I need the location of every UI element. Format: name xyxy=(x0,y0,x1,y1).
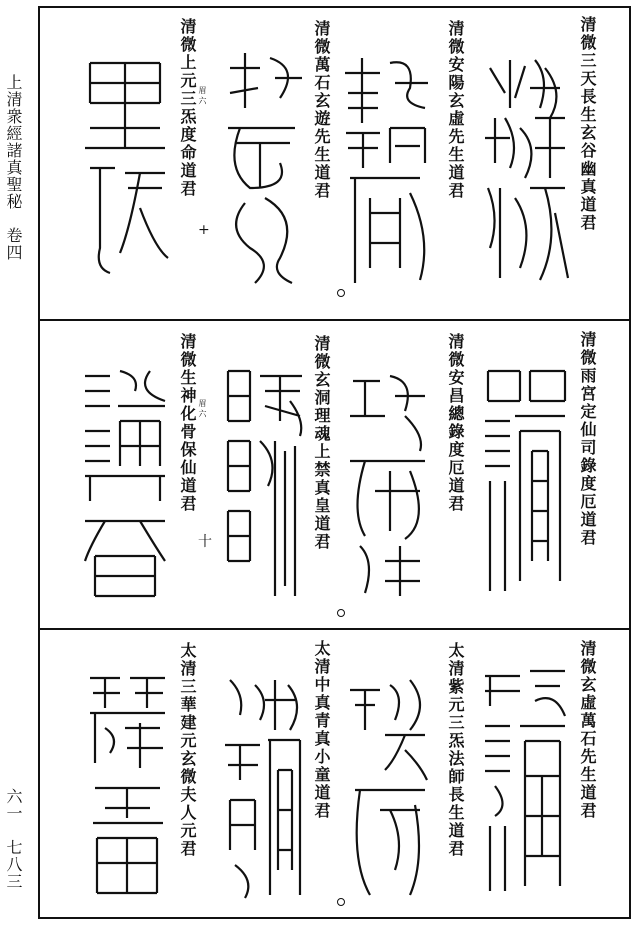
panel-1 xyxy=(40,8,629,319)
circle-marker-1 xyxy=(337,289,345,297)
seal-glyph-3-4 xyxy=(85,668,170,898)
caption-2-3: 清微玄洞理魂上禁真皇道君 xyxy=(312,335,331,551)
plus-mark-1: + xyxy=(198,222,210,238)
seal-glyph-2-4 xyxy=(80,361,170,601)
seal-glyph-2-1 xyxy=(480,361,570,601)
seal-glyph-1-2 xyxy=(340,48,432,288)
caption-1-1: 清微三天長生玄谷幽真道君 xyxy=(578,16,597,232)
caption-3-3: 太清中真青真小童道君 xyxy=(312,640,331,820)
seal-glyph-3-3 xyxy=(220,670,305,900)
margin-note-1: 眉 六 xyxy=(198,86,207,105)
caption-1-2: 清微安陽玄虛先生道君 xyxy=(446,20,465,200)
seal-glyph-1-3 xyxy=(220,48,305,288)
caption-2-4: 清微生神化骨保仙道君 xyxy=(178,333,197,513)
seal-glyph-3-2 xyxy=(345,670,430,900)
panel-2 xyxy=(40,319,629,628)
circle-marker-2 xyxy=(337,609,345,617)
caption-1-3: 清微萬石玄遊先生道君 xyxy=(312,20,331,200)
caption-3-4: 太清三華建元玄微夫人元君 xyxy=(178,642,197,858)
caption-2-2: 清微安昌總錄度厄道君 xyxy=(446,333,465,513)
caption-3-2: 太清紫元三炁法師長生道君 xyxy=(446,642,465,858)
panel-3 xyxy=(40,628,629,917)
seal-glyph-1-1 xyxy=(480,48,570,288)
plus-mark-2: 十 xyxy=(198,534,212,550)
page-frame xyxy=(38,6,631,919)
margin-note-2: 眉 六 xyxy=(198,399,207,418)
seal-glyph-2-2 xyxy=(345,361,430,601)
caption-2-1: 清微雨宮定仙司錄度厄道君 xyxy=(578,331,597,547)
circle-marker-3 xyxy=(337,898,345,906)
caption-3-1: 清微玄虛萬石先生道君 xyxy=(578,640,597,820)
seal-glyph-3-1 xyxy=(480,666,570,896)
seal-glyph-2-3 xyxy=(220,361,305,601)
book-title-margin: 上清衆經諸真聖秘 卷四 xyxy=(4,74,23,261)
caption-1-4: 清微上元三炁度命道君 xyxy=(178,18,197,198)
seal-glyph-1-4 xyxy=(80,48,170,278)
page-number-margin: 六一 七八三 xyxy=(4,788,23,890)
